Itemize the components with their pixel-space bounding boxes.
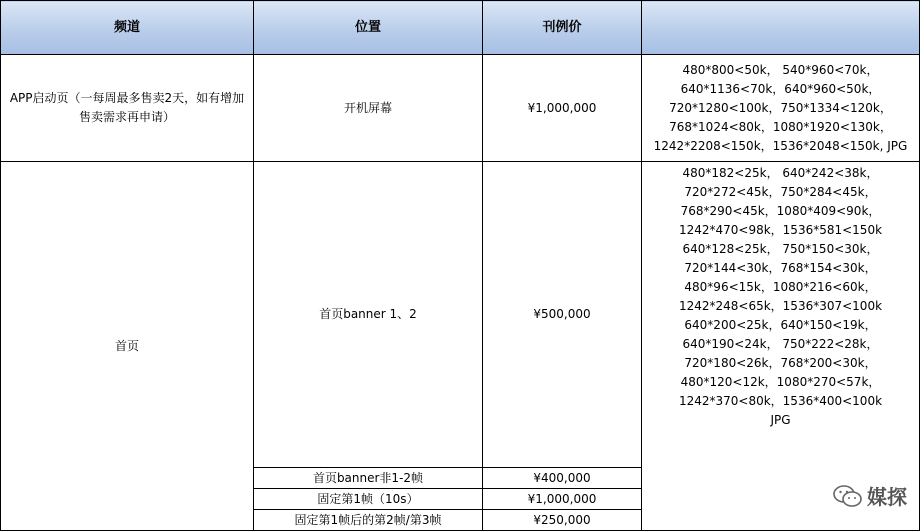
spec-line: 480*120<12k，1080*270<57k， [680,375,881,389]
position-cell: 首页banner 1、2 [254,162,483,468]
spec-line: 1242*248<65k，1536*307<100k [678,299,883,313]
spec-line: 1242*370<80k，1536*400<100k [678,394,883,408]
price-cell: ¥400,000 [483,468,642,489]
channel-cell: 首页 [1,162,254,531]
price-cell: ¥1,000,000 [483,489,642,510]
table-row-splash [1,55,920,162]
header-channel: 频道 [1,1,254,55]
spec-line: 480*800<50k， 540*960<70k， [682,62,879,77]
spec-line: 1242*470<98k，1536*581<150k [678,223,883,237]
position-cell: 开机屏幕 [254,55,483,162]
spec-line: 720*272<45k，750*284<45k， [684,185,877,199]
header-position: 位置 [254,1,483,55]
spec-line: 768*290<45k，1080*409<90k， [680,204,881,218]
channel-cell: APP启动页（一每周最多售卖2天，如有增加售卖需求再申请） [1,55,254,162]
position-cell: 固定第1帧后的第2帧/第3帧 [254,510,483,531]
specs-cell [642,162,920,531]
watermark-text: 媒探 [867,485,907,509]
spec-line: 768*1024<80k，1080*1920<130k， [669,119,892,134]
wechat-icon [833,484,863,508]
price-cell: ¥500,000 [483,162,642,468]
spec-line: 640*190<24k， 750*222<28k， [682,337,879,351]
spec-line: 480*182<25k， 640*242<38k， [682,166,879,180]
table-row-home [1,162,920,468]
watermark [833,481,907,510]
spec-line: 720*144<30k，768*154<30k， [684,261,877,275]
header-specs [642,1,920,55]
price-cell: ¥1,000,000 [483,55,642,162]
price-cell: ¥250,000 [483,510,642,531]
specs-cell [642,55,920,162]
spec-line: 640*200<25k，640*150<19k， [684,318,877,332]
spec-line: 1242*2208<150k，1536*2048<150k, JPG [653,138,908,153]
spec-line: 480*96<15k，1080*216<60k， [684,280,877,294]
spec-line: 640*128<25k， 750*150<30k， [682,242,879,256]
spec-line: 720*180<26k，768*200<30k， [684,356,877,370]
position-cell: 首页banner非1-2帧 [254,468,483,489]
spec-line: 640*1136<70k，640*960<50k， [680,81,881,96]
spec-line: JPG [770,413,791,427]
spec-line: 720*1280<100k，750*1334<120k， [669,100,892,115]
header-price: 刊例价 [483,1,642,55]
header-row [1,1,920,55]
position-cell: 固定第1帧（10s） [254,489,483,510]
